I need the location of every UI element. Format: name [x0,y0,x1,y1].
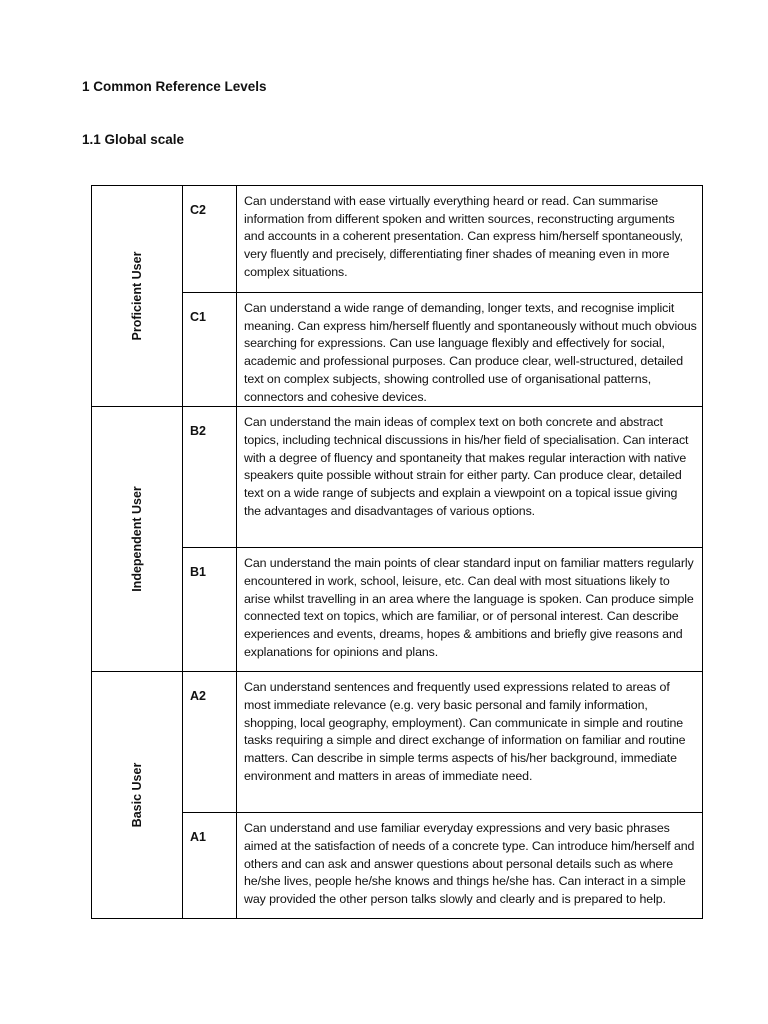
level-description-a1: Can understand and use familiar everyday expressions and very basic phrases aimed at the satisfaction of needs of a concrete type. Can introduce him/herself and others and can ask and answer questions about personal details such as where he/she lives, people he/she knows and things he/she has. Can interact in a simple way provided the other person talks slowly and clearly and is prepared to help. [237,813,703,919]
level-description-c1: Can understand a wide range of demanding, longer texts, and recognise implicit meaning. Can express him/herself fluently and spontaneously without much obvious searching for expressions. Can use language flexibly and effectively for social, academic and professional purposes. Can produce clear, well-structured, detailed text on complex subjects, showing controlled use of organisational patterns, connectors and cohesive devices. [237,293,703,407]
level-code-c1: C1 [183,293,237,407]
table-row-b1 [92,548,703,672]
table-row-b2 [92,407,703,548]
group-label-proficient: Proficient User [130,251,144,341]
level-code-a1: A1 [183,813,237,919]
subsection-heading: 1.1 Global scale [82,132,185,147]
level-description-a2: Can understand sentences and frequently used expressions related to areas of most immediate relevance (e.g. very basic personal and family information, shopping, local geography, employment). Can communicate in simple and routine tasks requiring a simple and direct exchange of information on familiar and routine matters. Can describe in simple terms aspects of his/her background, immediate environment and matters in areas of immediate need. [237,672,703,813]
table-row-c2 [92,186,703,293]
group-cell-basic [92,672,183,919]
level-description-b2: Can understand the main ideas of complex text on both concrete and abstract topics, including technical discussions in his/her field of specialisation. Can interact with a degree of fluency and spontaneity that makes regular interaction with native speakers quite possible without strain for either party. Can produce clear, detailed text on a wide range of subjects and explain a viewpoint on a topical issue giving the advantages and disadvantages of various options. [237,407,703,548]
level-code-a2: A2 [183,672,237,813]
group-cell-independent [92,407,183,672]
group-label-basic: Basic User [130,762,144,828]
table-row-a2 [92,672,703,813]
level-code-c2: C2 [183,186,237,293]
group-label-independent: Independent User [130,486,144,593]
level-code-b2: B2 [183,407,237,548]
level-description-c2: Can understand with ease virtually everything heard or read. Can summarise information from different spoken and written sources, reconstructing arguments and accounts in a coherent presentation. Can express him/herself spontaneously, very fluently and precisely, differentiating finer shades of meaning even in more complex situations. [237,186,703,293]
section-heading: 1 Common Reference Levels [82,79,267,94]
table-row-a1 [92,813,703,919]
global-scale-table [91,185,703,919]
level-code-b1: B1 [183,548,237,672]
level-description-b1: Can understand the main points of clear standard input on familiar matters regularly encountered in work, school, leisure, etc. Can deal with most situations likely to arise whilst travelling in an area where the language is spoken. Can produce simple connected text on topics, which are familiar, or of personal interest. Can describe experiences and events, dreams, hopes & ambitions and briefly give reasons and explanations for opinions and plans. [237,548,703,672]
table-row-c1 [92,293,703,407]
group-cell-proficient [92,186,183,407]
